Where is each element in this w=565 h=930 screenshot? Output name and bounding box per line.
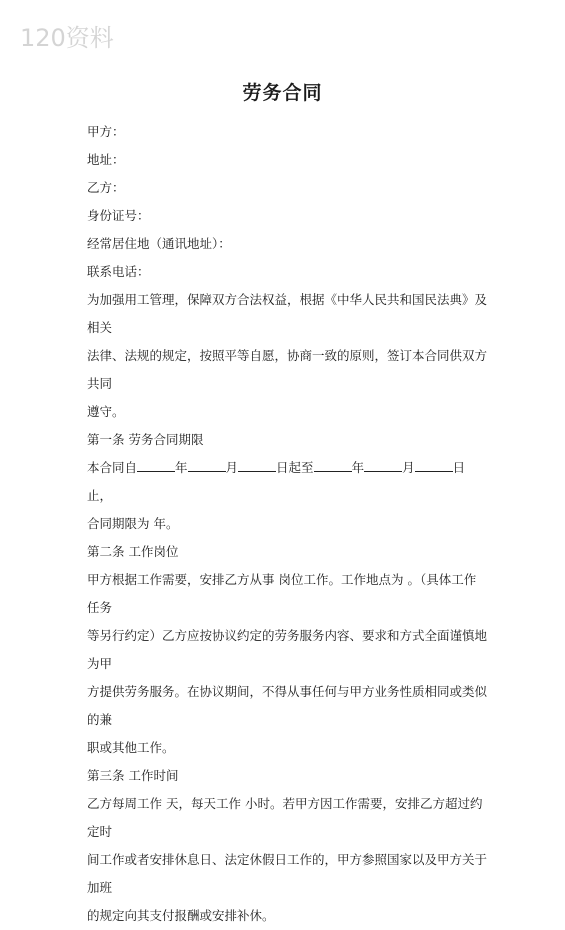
date-prefix: 本合同自 [87,460,138,475]
article-1-heading: 第一条 劳务合同期限 [87,432,204,447]
field-id-number: 身份证号： [87,208,150,223]
article-1-date-line [87,454,487,510]
article-3-line: 间工作或者安排休息日、法定休假日工作的，甲方参照国家以及甲方关于加班 [87,852,488,895]
document-body [87,118,487,930]
field-party-a: 甲方： [87,124,125,139]
preamble-line: 遵守。 [87,404,125,419]
date-day-to: 日起至 [276,460,314,475]
date-month-2: 月 [402,460,415,475]
blank-underline [238,457,276,472]
blank-underline [364,457,402,472]
article-1-term: 合同期限为 年。 [87,516,179,531]
date-end: 日止， [87,460,466,503]
blank-underline [415,457,453,472]
field-phone: 联系电话： [87,264,150,279]
date-month-1: 月 [225,460,239,475]
article-2-line: 等另行约定）乙方应按协议约定的劳务服务内容、要求和方式全面谨慎地为甲 [87,628,488,671]
article-2-line: 甲方根据工作需要，安排乙方从事 岗位工作。工作地点为 。（具体工作任务 [87,572,477,615]
blank-underline [314,457,352,472]
watermark: 120资料 [20,24,114,52]
article-2-line: 方提供劳务服务。在协议期间，不得从事任何与甲方业务性质相同或类似的兼 [87,684,488,727]
date-year-2: 年 [351,460,365,475]
preamble-line: 为加强用工管理，保障双方合法权益，根据《中华人民共和国民法典》及相关 [87,292,488,335]
blank-underline [188,457,226,472]
article-3-line: 乙方每周工作 天，每天工作 小时。若甲方因工作需要，安排乙方超过约定时 [87,796,483,839]
article-3-line: 的规定向其支付报酬或安排补休。 [87,908,275,923]
article-2-heading: 第二条 工作岗位 [87,544,179,559]
field-address: 地址： [87,152,125,167]
field-party-b: 乙方： [87,180,125,195]
preamble-line: 法律、法规的规定，按照平等自愿，协商一致的原则，签订本合同供双方共同 [87,348,488,391]
blank-underline [137,457,175,472]
article-2-line: 职或其他工作。 [87,740,175,755]
field-residence: 经常居住地（通讯地址）： [87,236,231,251]
date-year-1: 年 [175,460,188,475]
document-title: 劳务合同 [242,82,323,104]
article-3-heading: 第三条 工作时间 [87,768,179,783]
